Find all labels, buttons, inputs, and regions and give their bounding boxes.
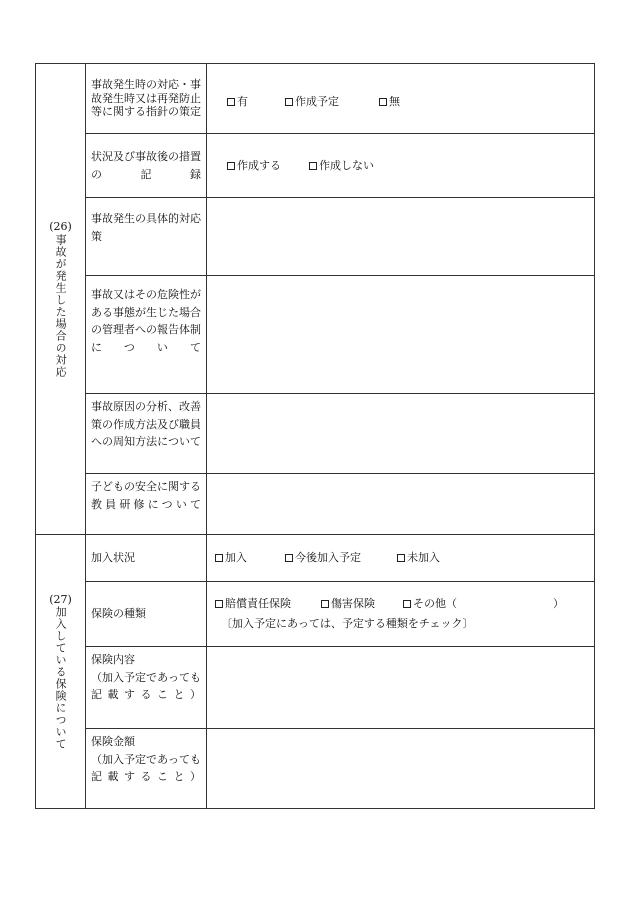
option-not-create[interactable]: 作成しない <box>309 157 374 175</box>
row-label: 事故発生の具体的対応策 <box>86 198 207 276</box>
section-27-header <box>36 535 86 809</box>
row-accident-record <box>36 134 595 198</box>
option-other[interactable]: その他（ <box>403 595 457 613</box>
row-accident-guideline <box>36 64 595 134</box>
checkbox-icon[interactable] <box>285 554 293 562</box>
option-not-joined[interactable]: 未加入 <box>397 549 440 567</box>
row-label: 事故原因の分析、改善策の作成方法及び職員への周知方法について <box>86 394 207 474</box>
section-number: (26) <box>49 220 72 234</box>
answer-field[interactable] <box>207 474 595 535</box>
answer-field[interactable] <box>207 198 595 276</box>
row-label <box>86 647 207 729</box>
row-report-system <box>36 276 595 394</box>
checkbox-icon[interactable] <box>321 600 329 608</box>
row-label: 事故又はその危険性がある事態が生じた場合の管理者への報告体制について <box>86 276 207 394</box>
row-label: 事故発生時の対応・事故発生時又は再発防止等に関する指針の策定 <box>86 64 207 134</box>
checkbox-icon[interactable] <box>215 600 223 608</box>
option-joined[interactable]: 加入 <box>215 549 285 567</box>
checkbox-icon[interactable] <box>285 98 293 106</box>
section-number: (27) <box>49 592 72 606</box>
checkbox-icon[interactable] <box>227 162 235 170</box>
row-insurance-content <box>36 647 595 729</box>
close-paren: ） <box>553 597 564 611</box>
option-liability[interactable]: 賠償責任保険 <box>215 595 321 613</box>
label-sub: （加入予定であっても記載すること） <box>91 752 201 784</box>
section-title: 事故が発生した場合の対応 <box>54 233 68 378</box>
facility-form-table <box>35 63 595 809</box>
option-no[interactable]: 無 <box>379 93 400 111</box>
row-label: 加入状況 <box>86 535 207 582</box>
row-cause-analysis <box>36 394 595 474</box>
row-value <box>207 582 595 647</box>
answer-field[interactable] <box>207 394 595 474</box>
row-value <box>207 64 595 134</box>
option-planned[interactable]: 作成予定 <box>285 93 379 111</box>
option-accident[interactable]: 傷害保険 <box>321 595 403 613</box>
option-create[interactable]: 作成する <box>227 157 309 175</box>
row-insurance-type <box>36 582 595 647</box>
row-label: 子どもの安全に関する教員研修について <box>86 474 207 535</box>
section-26-header <box>36 64 86 535</box>
checkbox-icon[interactable] <box>379 98 387 106</box>
checkbox-icon[interactable] <box>215 554 223 562</box>
answer-field[interactable] <box>207 729 595 809</box>
row-value <box>207 134 595 198</box>
checkbox-icon[interactable] <box>397 554 405 562</box>
label-main: 保険金額 <box>91 735 135 748</box>
option-join-planned[interactable]: 今後加入予定 <box>285 549 397 567</box>
type-note: 〔加入予定にあっては、予定する種類をチェック〕 <box>221 617 474 630</box>
row-value <box>207 535 595 582</box>
row-insurance-status <box>36 535 595 582</box>
row-countermeasures <box>36 198 595 276</box>
option-yes[interactable]: 有 <box>227 93 285 111</box>
answer-field[interactable] <box>207 276 595 394</box>
section-title: 加入している保険について <box>54 606 68 751</box>
answer-field[interactable] <box>207 647 595 729</box>
row-label <box>86 729 207 809</box>
checkbox-icon[interactable] <box>309 162 317 170</box>
checkbox-icon[interactable] <box>403 600 411 608</box>
label-sub: （加入予定であっても記載すること） <box>91 670 201 702</box>
row-label: 保険の種類 <box>86 582 207 647</box>
row-insurance-amount <box>36 729 595 809</box>
row-teacher-training <box>36 474 595 535</box>
label-main: 保険内容 <box>91 653 135 666</box>
row-label: 状況及び事故後の措置の記録 <box>86 134 207 198</box>
checkbox-icon[interactable] <box>227 98 235 106</box>
